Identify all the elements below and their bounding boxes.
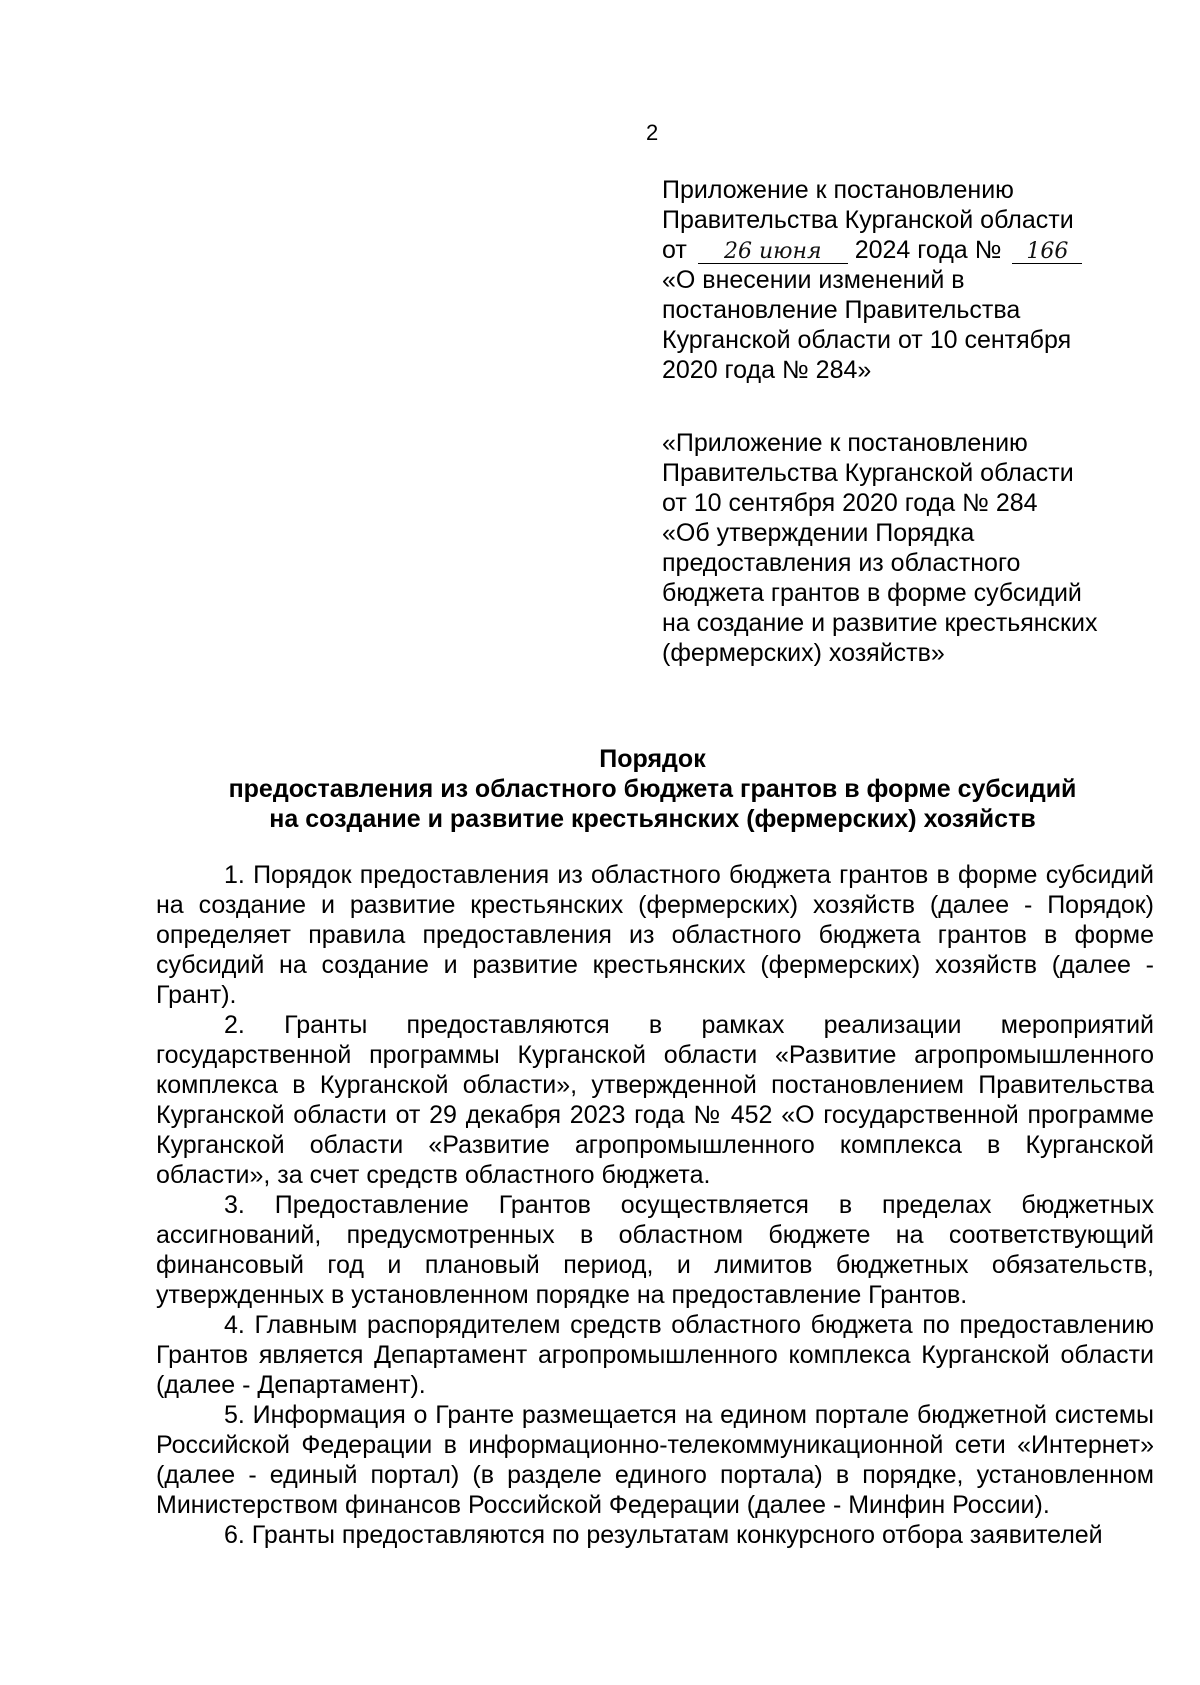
- title-line: на создание и развитие крестьянских (фермерских) хозяйств: [269, 805, 1036, 833]
- title-line: предоставления из областного бюджета грантов в форме субсидий: [228, 775, 1077, 803]
- annex-line: предоставления из областного: [662, 549, 1021, 577]
- annex-date-line: [662, 235, 1162, 265]
- paragraph-5: 5. Информация о Гранте размещается на едином портале бюджетной системы Российской Федерации в информационно-телекоммуникационной сети «Интернет» (далее - единый портал) (в разделе единого портала) в порядке, установленном Министерством финансов Российской Федерации (далее - Минфин России).: [156, 1401, 1154, 1519]
- annex-line: бюджета грантов в форме субсидий: [662, 579, 1082, 607]
- paragraph-6: 6. Гранты предоставляются по результатам конкурсного отбора заявителей: [224, 1521, 1103, 1549]
- annex-header: [662, 175, 1162, 668]
- annex-line: «Приложение к постановлению: [662, 429, 1028, 457]
- annex-spacer: [662, 385, 1162, 428]
- annex-line: Приложение к постановлению: [662, 176, 1014, 204]
- annex-line: (фермерских) хозяйств»: [662, 639, 945, 667]
- annex-line: Курганской области от 10 сентября: [662, 326, 1072, 354]
- annex-line: на создание и развитие крестьянских: [662, 609, 1098, 637]
- annex-line: Правительства Курганской области: [662, 206, 1074, 234]
- annex-line: Правительства Курганской области: [662, 459, 1074, 487]
- paragraph-3: 3. Предоставление Грантов осуществляется в пределах бюджетных ассигнований, предусмотренных в областном бюджете на соответствующий финансовый год и плановый период, и лимитов бюджетных обязательств, утвержденных в установленном порядке на предоставление Грантов.: [156, 1191, 1154, 1309]
- document-title: [150, 744, 1155, 834]
- handwritten-number: 166: [1012, 241, 1082, 264]
- annex-date-prefix: от: [662, 236, 687, 264]
- annex-line: постановление Правительства: [662, 296, 1021, 324]
- annex-line: «Об утверждении Порядка: [662, 519, 975, 547]
- page-number: 2: [646, 120, 659, 145]
- annex-year-label: 2024 года №: [854, 236, 1002, 264]
- document-body: [156, 860, 1154, 1550]
- paragraph-2: 2. Гранты предоставляются в рамках реализации мероприятий государственной программы Курганской области «Развитие агропромышленного комплекса в Курганской области», утвержденной постановлением Правительства Курганской области от 29 декабря 2023 года № 452 «О государственной программе Курганской области «Развитие агропромышленного комплекса в Курганской области», за счет средств областного бюджета.: [156, 1011, 1154, 1189]
- paragraph-1: 1. Порядок предоставления из областного бюджета грантов в форме субсидий на создание и развитие крестьянских (фермерских) хозяйств (далее - Порядок) определяет правила предоставления из областного бюджета грантов в форме субсидий на создание и развитие крестьянских (фермерских) хозяйств (далее - Грант).: [156, 861, 1154, 1009]
- paragraph-4: 4. Главным распорядителем средств областного бюджета по предоставлению Грантов является Департамент агропромышленного комплекса Курганской области (далее - Департамент).: [156, 1311, 1154, 1399]
- annex-line: 2020 года № 284»: [662, 356, 872, 384]
- annex-line: от 10 сентября 2020 года № 284: [662, 489, 1038, 517]
- handwritten-date: 26 июня: [698, 241, 848, 264]
- title-line: Порядок: [599, 745, 706, 773]
- annex-line: «О внесении изменений в: [662, 266, 965, 294]
